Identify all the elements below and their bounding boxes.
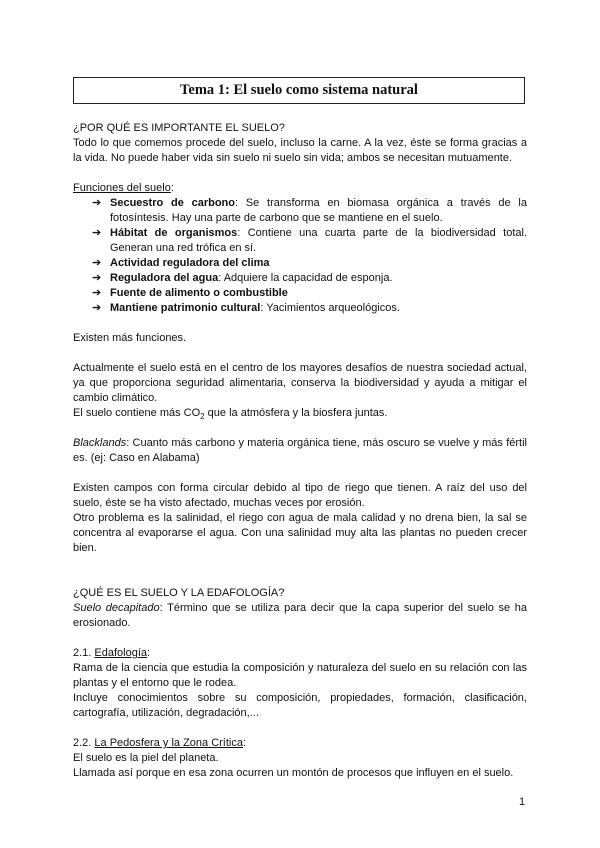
page-number: 1	[519, 796, 526, 808]
blacklands-term: Blacklands	[73, 437, 127, 449]
list-item	[92, 256, 527, 271]
item-term: Mantiene patrimonio cultural	[110, 302, 261, 314]
mas-funciones-text: Existen más funciones.	[73, 332, 187, 344]
section22-heading	[73, 736, 527, 751]
salinidad-paragraph: Otro problema es la salinidad, el riego con agua de mala calidad y no drena bien, la sal se concentra al evaporarse el agua. Con una salinidad muy alta las plantas no pueden crecer bien.	[73, 512, 527, 554]
desafios-paragraph: Actualmente el suelo está en el centro de los mayores desafíos de nuestra sociedad actual, ya que proporciona seguridad alimentaria, conserva la biodiversidad y ayuda a mitigar el cambio climático.	[73, 362, 527, 404]
arrow-icon: ➔	[92, 272, 102, 284]
section21-title: Edafología	[94, 647, 148, 659]
section22-paragraph2: Llamada así porque en esa zona ocurren un montón de procesos que influyen en el suelo.	[73, 767, 514, 779]
funciones-title: Funciones del suelo	[73, 182, 171, 194]
section21-paragraph2: Incluye conocimientos sobre su composición, propiedades, formación, clasificación, cartografía, utilización, degradación,...	[73, 692, 527, 719]
section21-paragraph1: Rama de la ciencia que estudia la composición y naturaleza del suelo en su relación con las plantas y el entorno que le rodea.	[73, 662, 527, 689]
co2-paragraph	[73, 406, 527, 421]
item-desc: : Se transforma en biomasa orgánica a través de la fotosíntesis. Hay una parte de carbono que se mantiene en el suelo.	[110, 197, 527, 224]
section22-colon: :	[242, 737, 247, 749]
blacklands-paragraph	[73, 436, 527, 466]
co2-subscript: 2	[200, 412, 205, 422]
list-item	[92, 226, 527, 256]
co2-text-after: que la atmósfera y la biosfera juntas.	[204, 407, 388, 419]
section22-number: 2.2.	[73, 737, 95, 749]
list-item	[92, 286, 527, 301]
item-desc: : Contiene una cuarta parte de la biodiversidad total. Generan una red trófica en sí.	[110, 227, 528, 254]
item-desc: : Adquiere la capacidad de esponja.	[218, 272, 393, 284]
item-term: Hábitat de organismos	[110, 227, 238, 239]
list-item	[92, 301, 527, 316]
section1-intro: Todo lo que comemos procede del suelo, incluso la carne. A la vez, éste se forma gracias a la vida. No puede haber vida sin suelo ni suelo sin vida; ambos se necesitan mutuamente.	[73, 137, 527, 164]
decapitado-desc: : Término que se utiliza para decir que la capa superior del suelo se ha erosionado.	[73, 602, 528, 629]
arrow-icon: ➔	[92, 302, 102, 314]
arrow-icon: ➔	[92, 257, 102, 269]
section21-number: 2.1.	[73, 647, 95, 659]
list-item	[92, 271, 527, 286]
item-term: Reguladora del agua	[110, 272, 219, 284]
decapitado-term: Suelo decapitado	[73, 602, 160, 614]
blacklands-desc: : Cuanto más carbono y materia orgánica tiene, más oscuro se vuelve y más fértil es. (ej: Caso en Alabama)	[73, 437, 527, 464]
funciones-list	[73, 196, 527, 316]
arrow-icon: ➔	[92, 227, 102, 239]
section21-heading	[73, 646, 527, 661]
item-term: Actividad reguladora del clima	[110, 257, 270, 269]
funciones-heading	[73, 181, 527, 196]
item-term: Fuente de alimento o combustible	[110, 287, 288, 299]
section21-colon: :	[147, 647, 151, 659]
section2-heading: ¿QUÉ ES EL SUELO Y LA EDAFOLOGÍA?	[73, 587, 285, 599]
co2-text-before: El suelo contiene más CO	[73, 407, 201, 419]
section22-title: La Pedosfera y la Zona Crítica	[94, 737, 243, 749]
decapitado-paragraph	[73, 601, 527, 631]
section1-heading: ¿POR QUÉ ES IMPORTANTE EL SUELO?	[73, 122, 285, 134]
item-desc: : Yacimientos arqueológicos.	[260, 302, 400, 314]
arrow-icon: ➔	[92, 287, 102, 299]
title-box	[73, 77, 525, 104]
section22-paragraph1: El suelo es la piel del planeta.	[73, 752, 219, 764]
page-title: Tema 1: El suelo como sistema natural	[180, 82, 418, 98]
document-body	[73, 121, 527, 781]
funciones-colon: :	[170, 182, 174, 194]
list-item	[92, 196, 527, 226]
arrow-icon: ➔	[92, 197, 102, 209]
item-term: Secuestro de carbono	[110, 197, 235, 209]
campos-paragraph: Existen campos con forma circular debido al tipo de riego que tienen. A raíz del uso del suelo, éste se ha visto afectado, muchas veces por erosión.	[73, 482, 527, 509]
